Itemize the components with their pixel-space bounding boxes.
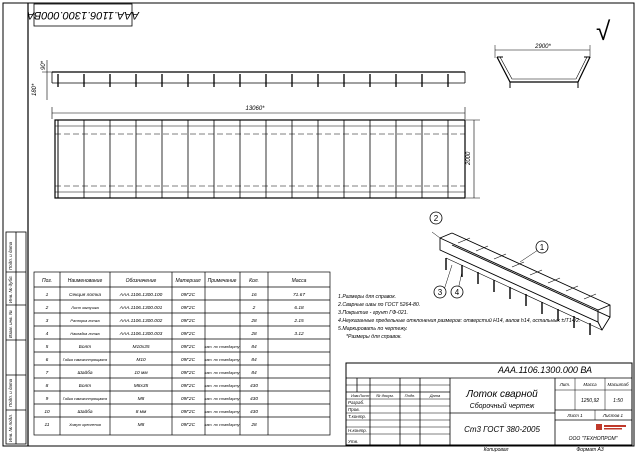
- spec-row: [44, 408, 258, 415]
- spec-cell-qty: 28: [251, 332, 257, 337]
- side-strip-label-3: Взам. инв. №: [8, 310, 13, 338]
- spec-cell-name: Шайба: [77, 410, 93, 415]
- spec-cell-mat: 09Г2С: [180, 319, 196, 324]
- svg-text:Изм.: Изм.: [351, 393, 360, 398]
- side-strip-label-5: Подп. и дата: [8, 241, 13, 270]
- dim-plan-width: 2000: [466, 151, 472, 165]
- spec-cell-name: Гайка самоконтрящаяся: [62, 397, 108, 401]
- company-name: ООО "ТЕХНОПРОМ": [568, 436, 618, 442]
- technical-notes: [337, 294, 580, 340]
- note-6: *Размеры для справок.: [346, 334, 402, 340]
- svg-text:Подп.: Подп.: [404, 393, 416, 398]
- spec-cell-mass: 71.67: [292, 293, 306, 298]
- spec-cell-pos: 6: [45, 358, 49, 363]
- scale-value: 1:50: [613, 398, 623, 404]
- spec-row: [45, 305, 304, 311]
- svg-text:Н.контр.: Н.контр.: [348, 428, 368, 433]
- spec-cell-pos: 9: [45, 397, 49, 402]
- spec-row: [46, 396, 259, 402]
- spec-cell-pos: 3: [45, 319, 49, 324]
- spec-cell-name: Распорка лотка: [70, 319, 100, 323]
- spec-cell-code: M10: [136, 358, 146, 363]
- svg-text:4: 4: [454, 288, 460, 297]
- spec-cell-qty: 430: [249, 384, 259, 389]
- side-elevation-view: [42, 60, 465, 100]
- change-header-row: [351, 393, 441, 398]
- spec-cell-qty: 84: [251, 358, 257, 363]
- mass-header: Масса: [583, 382, 597, 387]
- spec-cell-note: кат. по стандарту: [204, 397, 240, 401]
- svg-text:Поз.: Поз.: [41, 278, 53, 284]
- spec-cell-name: Шайба: [77, 371, 93, 376]
- callout-2: [430, 212, 442, 224]
- sheet-frame: [3, 3, 634, 446]
- spec-cell-qty: 84: [251, 371, 257, 376]
- dim-top-length: 13060*: [245, 106, 265, 112]
- svg-text:Пров.: Пров.: [348, 407, 360, 412]
- svg-text:Наименование: Наименование: [67, 278, 103, 284]
- spec-cell-mat: 09Г2С: [180, 358, 196, 363]
- spec-cell-code: ААА.1106.1300.100: [119, 293, 163, 298]
- spec-cell-qty: 430: [249, 410, 259, 415]
- cross-section-view: [495, 45, 590, 88]
- title-block-material: Ст3 ГОСТ 380-2005: [464, 425, 540, 434]
- note-4: 4.Неуказанные предельные отклонения размеров: отверстий Н14, валов h14, остальных ±IT14/2.: [338, 318, 581, 324]
- spec-cell-code: 8 мм: [135, 410, 147, 415]
- spec-cell-mass: 3.12: [294, 332, 304, 337]
- svg-text:Материал: Материал: [175, 278, 201, 284]
- spec-cell-code: ААА.1106.1300.001: [119, 306, 163, 311]
- spec-cell-mat: 09Г2С: [180, 397, 196, 402]
- spec-cell-mat: 09Г2С: [180, 345, 196, 350]
- spec-row: [46, 383, 259, 389]
- spec-cell-name: Накладка лотка: [70, 332, 100, 336]
- spec-cell-pos: 7: [45, 371, 49, 376]
- svg-text:№ докум.: № докум.: [376, 393, 394, 398]
- title-block-title: Лоток сварной: [466, 389, 538, 400]
- spec-cell-code: M8: [137, 423, 145, 428]
- sheet-number: Лист 1: [567, 413, 583, 418]
- copied-label: Копировал: [483, 447, 509, 452]
- spec-cell-note: кат. по стандарту: [204, 358, 240, 362]
- svg-text:2: 2: [433, 214, 439, 223]
- spec-cell-pos: 1: [45, 293, 49, 298]
- spec-cell-note: кат. по стандарту: [204, 423, 240, 427]
- spec-cell-qty: 28: [251, 319, 257, 324]
- svg-text:1: 1: [539, 243, 545, 252]
- callout-3: [434, 286, 446, 298]
- note-1: 1.Размеры для справок.: [338, 294, 397, 300]
- spec-header-row: [42, 278, 307, 284]
- spec-cell-note: кат. по стандарту: [204, 345, 240, 349]
- svg-text:Т.контр.: Т.контр.: [348, 414, 367, 419]
- spec-cell-mat: 09Г2С: [180, 306, 196, 311]
- note-2: 2.Сварные швы по ГОСТ 5264-80.: [338, 302, 421, 308]
- svg-text:Лист: Лист: [359, 393, 370, 398]
- company-logo: [596, 424, 626, 430]
- spec-row: [46, 369, 257, 376]
- callout-4: [451, 286, 463, 298]
- dim-section-width: 2900*: [535, 44, 551, 50]
- format-label: Формат А3: [576, 447, 604, 452]
- side-strip-label-4: Инв. № дубл.: [8, 275, 13, 303]
- svg-text:Примечание: Примечание: [207, 278, 237, 284]
- spec-cell-name: Гайка самоконтрящаяся: [62, 358, 108, 362]
- side-strip-label-2: Подп. и дата: [8, 378, 13, 407]
- spec-cell-mat: 09Г2С: [180, 332, 196, 337]
- spec-cell-code: M10x35: [132, 345, 150, 350]
- spec-cell-note: кат. по стандарту: [204, 410, 240, 414]
- lit-header: Лит.: [559, 382, 571, 387]
- spec-cell-qty: 84: [251, 345, 257, 350]
- spec-cell-pos: 5: [45, 345, 49, 350]
- spec-cell-note: кат. по стандарту: [204, 371, 240, 375]
- spec-row: [46, 344, 257, 350]
- spec-cell-qty: 2: [252, 306, 256, 311]
- spec-row: [46, 292, 306, 298]
- spec-cell-pos: 10: [44, 410, 50, 415]
- spec-row: [46, 357, 257, 363]
- spec-cell-code: 10 мм: [134, 371, 148, 376]
- note-5: 5.Маркировать по чертежу.: [338, 326, 408, 332]
- spec-cell-note: кат. по стандарту: [204, 384, 240, 388]
- drawing-code-top: ААА.1106.1300.000ВА: [27, 9, 139, 22]
- title-block-code: ААА.1106.1300.000 ВА: [497, 365, 593, 375]
- sheets-count: Листов 1: [602, 413, 624, 418]
- spec-cell-qty: 16: [251, 293, 257, 298]
- rotated-code-stamp: [27, 4, 140, 26]
- spec-cell-mass: 6.18: [294, 306, 304, 311]
- title-block-subtitle: Сборочный чертеж: [469, 403, 535, 410]
- spec-cell-mat: 09Г2С: [180, 371, 196, 376]
- plan-view: [52, 107, 480, 198]
- spec-cell-pos: 4: [45, 332, 49, 337]
- spec-cell-mat: 09Г2С: [180, 410, 196, 415]
- spec-cell-name: Секция лотка: [68, 293, 102, 298]
- role-column: [348, 400, 367, 444]
- svg-text:Масса: Масса: [291, 278, 307, 284]
- spec-cell-code: ААА.1106.1300.002: [119, 319, 163, 324]
- note-3: 3.Покрытие - грунт ГФ-021.: [338, 310, 409, 316]
- dim-top-height-b: 90*: [41, 60, 47, 70]
- callout-1: [536, 241, 548, 253]
- spec-row: [46, 318, 304, 324]
- svg-text:Обозначение: Обозначение: [125, 278, 157, 284]
- spec-row: [46, 331, 304, 337]
- spec-cell-pos: 11: [44, 423, 50, 428]
- dim-top-height-a: 180*: [32, 83, 38, 96]
- svg-text:3: 3: [437, 288, 443, 297]
- svg-text:Кол.: Кол.: [249, 278, 259, 284]
- spec-cell-pos: 2: [45, 306, 49, 311]
- spec-cell-name: Лист заглушка: [71, 306, 99, 310]
- roughness-check-mark: √: [596, 16, 611, 46]
- spec-row: [45, 422, 257, 428]
- spec-cell-code: M8: [137, 397, 145, 402]
- spec-cell-code: M8x35: [133, 384, 149, 389]
- svg-text:Разраб.: Разраб.: [348, 400, 365, 405]
- spec-cell-pos: 8: [45, 384, 49, 389]
- spec-cell-code: ААА.1106.1300.003: [119, 332, 163, 337]
- svg-text:Дата: Дата: [429, 393, 441, 398]
- spec-cell-qty: 430: [249, 397, 259, 402]
- scale-header: Масштаб: [607, 382, 629, 387]
- spec-cell-mat: 09Г2С: [180, 423, 196, 428]
- spec-cell-name: Болт: [78, 345, 92, 350]
- spec-cell-mass: 2.15: [294, 319, 304, 324]
- spec-cell-name: Болт: [78, 384, 92, 389]
- spec-cell-qty: 28: [251, 423, 257, 428]
- spec-rows: [44, 292, 305, 428]
- spec-cell-name: Хомут крепления: [69, 423, 101, 427]
- spec-cell-mat: 09Г2С: [180, 384, 196, 389]
- side-strip-label-1: Инв. № подл.: [8, 414, 13, 442]
- mass-value: 1250,92: [580, 398, 600, 404]
- spec-cell-mat: 09Г2С: [180, 293, 196, 298]
- svg-text:Утв.: Утв.: [348, 439, 359, 444]
